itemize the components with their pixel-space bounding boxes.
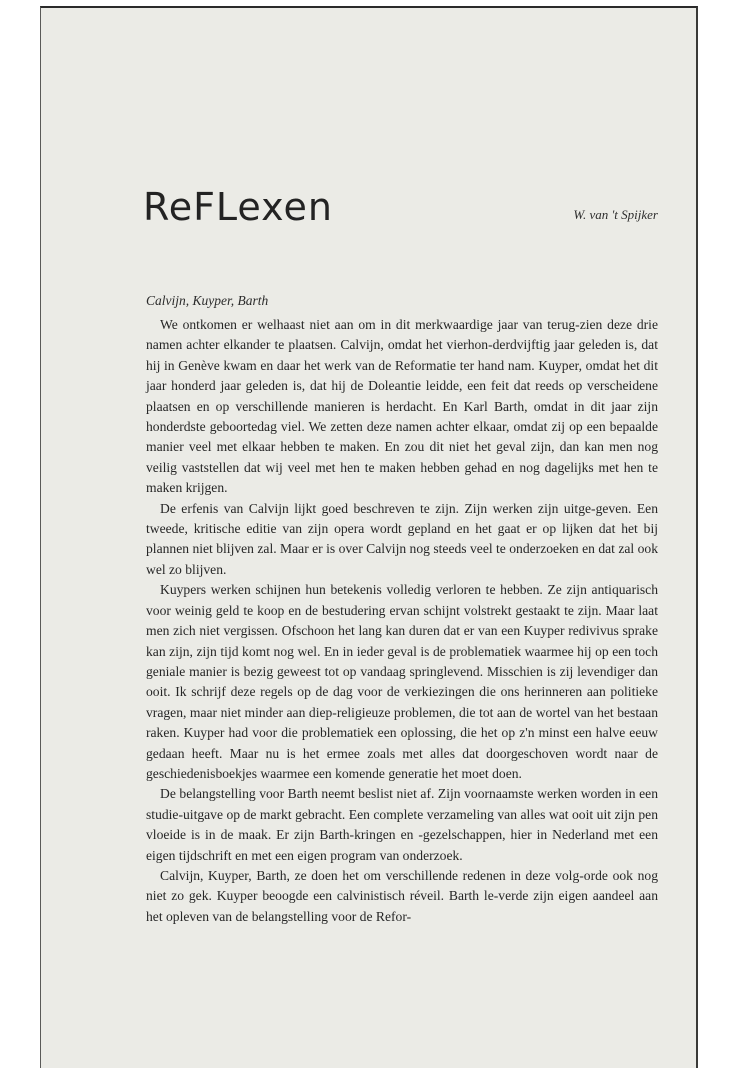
paragraph: De belangstelling voor Barth neemt beslist niet af. Zijn voornaamste werken worden in een studie-uitgave op de markt gebracht. Een complete verzameling van alles wat ooit uit zijn pen vloeide is in de maak. Er zijn Barth-kringen en -gezelschappen, hier in Nederland met een eigen tijdschrift en met een eigen program van onderzoek. [146,786,658,863]
paragraph: Kuypers werken schijnen hun betekenis volledig verloren te hebben. Ze zijn antiquarisch voor weinig geld te koop en de bestudering ervan schijnt volstrekt gestaakt te zijn. Maar laat men zich niet vergissen. Ofschoon het lang kan duren dat er van een Kuyper redivivus sprake kan zijn, zijn tijd komt nog wel. En in ieder geval is de problematiek waarmee hij op een toch geniale manier is bezig geweest tot op vandaag springlevend. Misschien is zij levendiger dan ooit. Ik schrijf deze regels op de dag voor de verkiezingen die ons herinneren aan politieke vragen, maar niet minder aan diep-religieuze problemen, die tot aan de wortel van het bestaan raken. Kuyper had voor die problematiek een oplossing, die het op z'n minst een halve eeuw gedaan heeft. Maar nu is het ermee zoals met alles dat doorgeschoven wordt naar de geschiedenisboekjes waarmee een komende generatie het moet doen. [146,582,658,781]
paragraph: We ontkomen er welhaast niet aan om in dit merkwaardige jaar van terug-zien deze drie namen achter elkander te plaatsen. Calvijn, omdat het vierhon-derdvijftig jaar geleden is, dat hij in Genève kwam en daar het werk van de Reformatie ter hand nam. Kuyper, omdat het dit jaar honderd jaar geleden is, dat hij de Doleantie leidde, een feit dat reeds op verscheidene plaatsen en op verschillende manieren is herdacht. En Karl Barth, omdat in dit jaar zijn honderdste geboortedag viel. We zetten deze namen achter elkaar, omdat zij op een bepaalde manier veel met elkaar hebben te maken. En zou dit niet het geval zijn, dan kan men nog veilig vaststellen dat wij veel met hen te maken hebben gehad en nog dagelijks met hen te maken krijgen. [146,317,658,496]
author-byline: W. van 't Spijker [573,207,658,222]
article-body [146,315,658,927]
section-heading: Calvijn, Kuyper, Barth [146,293,269,308]
paragraph: Calvijn, Kuyper, Barth, ze doen het om verschillende redenen in deze volg-orde ook nog niet zo gek. Kuyper beoogde een calvinistisch réveil. Barth le-verde zijn eigen aandeel aan het opleven van de belangstelling voor de Refor- [146,867,658,924]
paragraph: De erfenis van Calvijn lijkt goed beschreven te zijn. Zijn werken zijn uitge-geven. Een tweede, kritische editie van zijn opera wordt gepland en het gaat er op lijken dat het bij plannen niet blijven zal. Maar er is over Calvijn nog steeds veel te onderzoeken en dat zal ook wel zo blijven. [146,500,658,577]
page-title: ReFLexen [143,185,333,229]
